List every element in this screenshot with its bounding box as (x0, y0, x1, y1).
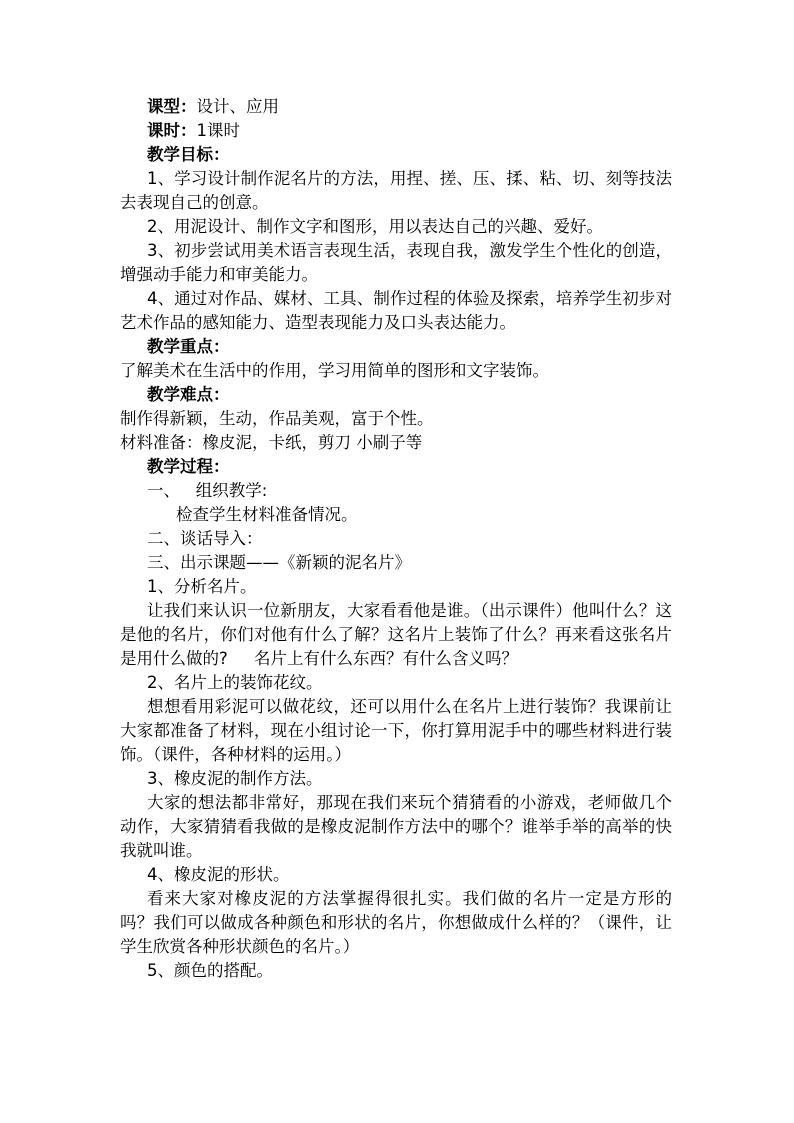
sub-color-title: 5、颜色的搭配。 (147, 961, 273, 980)
key-points-heading: 教学重点： (147, 337, 230, 356)
sub-method-title: 3、橡皮泥的制作方法。 (147, 769, 323, 788)
objective-item-4: 4、通过对作品、媒材、工具、制作过程的体验及探索，培养学生初步对艺术作品的感知能力、造型表现能力及口头表达能力。 (120, 289, 672, 332)
objectives-heading: 教学目标： (147, 145, 230, 164)
lesson-type-line (120, 95, 672, 119)
lesson-plan-body (120, 95, 672, 983)
sub-analyze-title: 1、分析名片。 (147, 577, 257, 596)
key-points-text: 了解美术在生活中的作用，学习用简单的图形和文字装饰。 (120, 361, 549, 380)
process-heading: 教学过程： (147, 457, 230, 476)
step-organize-title: 一、 组织教学: (147, 481, 268, 500)
sub-pattern-title: 2、名片上的装饰花纹。 (147, 673, 323, 692)
lesson-hours-value: 1课时 (196, 121, 240, 140)
sub-method-text: 大家的想法都非常好，那现在我们来玩个猜猜看的小游戏，老师做几个动作，大家猜猜看我做的是橡皮泥制作方法中的哪个？谁举手举的高举的快我就叫谁。 (120, 793, 672, 860)
step-topic-title: 三、出示课题——《新颖的泥名片》 (147, 553, 411, 572)
lesson-hours-label: 课时： (147, 121, 197, 140)
materials-text: 材料准备：橡皮泥，卡纸，剪刀 小刷子等 (120, 433, 423, 452)
lesson-type-value: 设计、应用 (196, 97, 279, 116)
difficulties-heading: 教学难点： (147, 385, 230, 404)
objective-item-1: 1、学习设计制作泥名片的方法，用捏、搓、压、揉、粘、切、刻等技法去表现自己的创意。 (120, 169, 672, 212)
lesson-type-label: 课型： (147, 97, 197, 116)
sub-shape-text: 看来大家对橡皮泥的方法掌握得很扎实。我们做的名片一定是方形的吗？我们可以做成各种颜色和形状的名片，你想做成什么样的？（课件，让学生欣赏各种形状颜色的名片。） (120, 889, 672, 956)
step-organize-text: 检查学生材料准备情况。 (176, 505, 358, 524)
difficulties-text: 制作得新颖，生动，作品美观，富于个性。 (120, 409, 434, 428)
lesson-hours-line (120, 119, 672, 143)
sub-pattern-text: 想想看用彩泥可以做花纹，还可以用什么在名片上进行装饰？我课前让大家都准备了材料，现在小组讨论一下，你打算用泥手中的哪些材料进行装饰。（课件，各种材料的运用。） (120, 697, 672, 764)
step-intro-title: 二、谈话导入： (147, 529, 263, 548)
objective-item-2: 2、用泥设计、制作文字和图形，用以表达自己的兴趣、爱好。 (147, 217, 603, 236)
sub-analyze-text: 让我们来认识一位新朋友，大家看看他是谁。（出示课件）他叫什么？这是他的名片，你们对他有什么了解？这名片上装饰了什么？再来看这张名片是用什么做的? 名片上有什么东西？有什么含义吗？ (120, 601, 672, 668)
objective-item-3: 3、初步尝试用美术语言表现生活，表现自我，激发学生个性化的创造，增强动手能力和审美能力。 (120, 241, 672, 284)
sub-shape-title: 4、橡皮泥的形状。 (147, 865, 290, 884)
